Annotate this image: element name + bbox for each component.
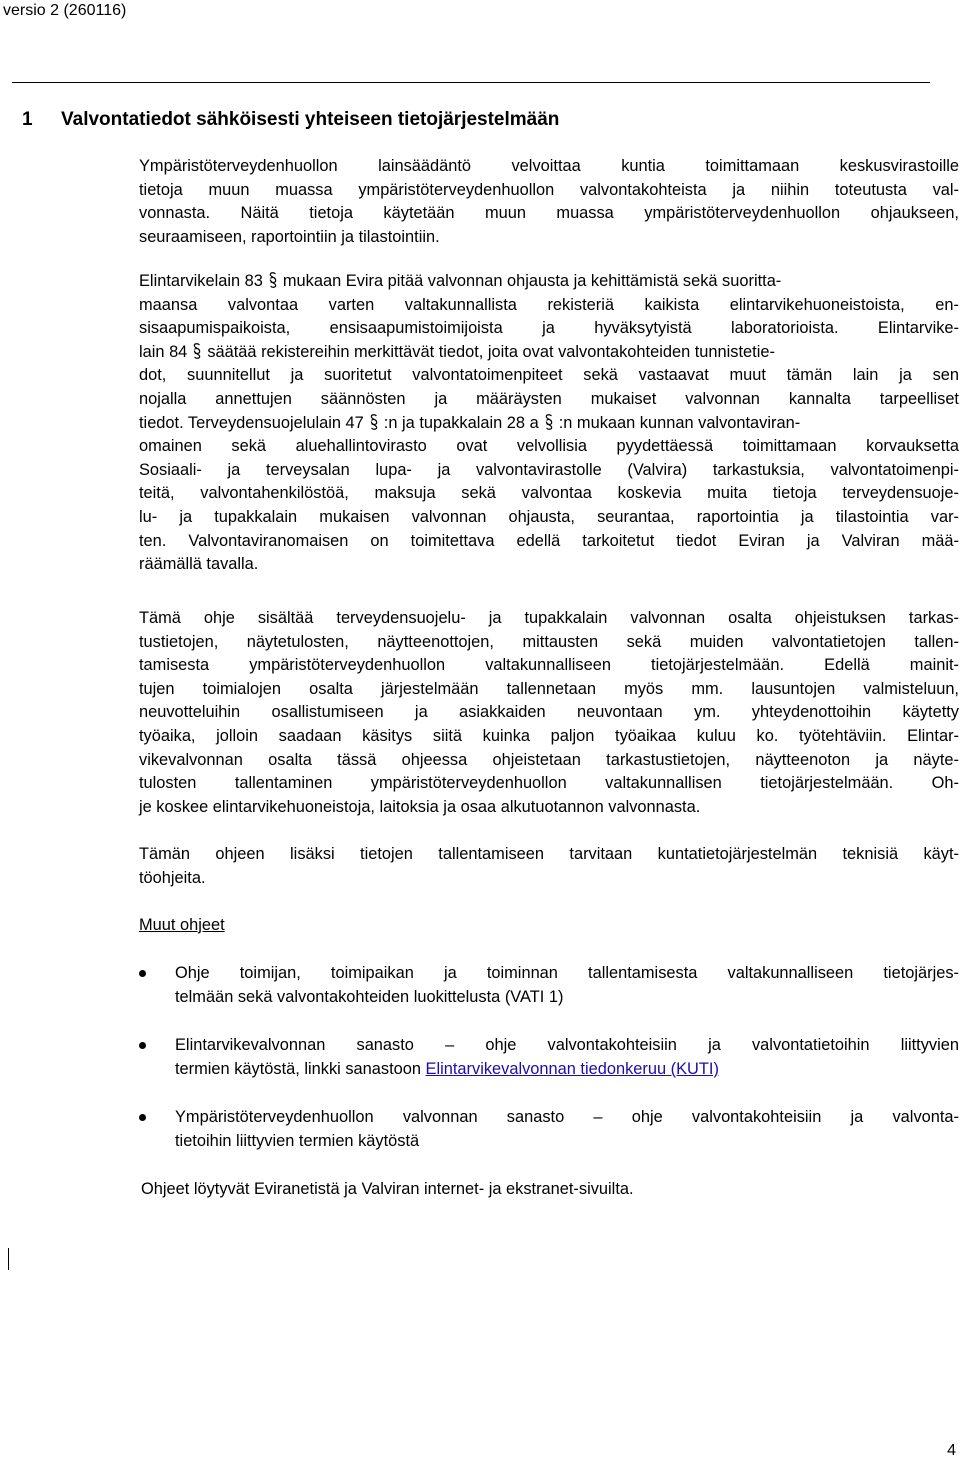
page-number: 4: [947, 1442, 956, 1459]
paragraph-intro: [139, 155, 959, 249]
paragraph-scope: [139, 607, 959, 819]
paragraph-line: lu- ja tupakkalain mukaisen valvonnan ohjausta, seurantaa, raportointia ja tilastointia var-: [139, 507, 959, 526]
paragraph-line: tamisesta ympäristöterveydenhuollon valtakunnalliseen tietojärjestelmään. Edellä mainit-: [139, 656, 959, 675]
paragraph-line: vikevalvonnan osalta tässä ohjeessa ohjeistetaan tarkastustietojen, näytteenoton ja näyte-: [139, 750, 959, 769]
paragraph-line: tujen toimialojen osalta järjestelmään tallennetaan myös mm. lausuntojen valmisteluun,: [139, 679, 959, 698]
guides-location-note: [141, 1178, 960, 1202]
paragraph-legislation: [139, 270, 959, 577]
kuti-link[interactable]: Elintarvikevalvonnan tiedonkeruu (KUTI): [425, 1059, 719, 1078]
paragraph-line: tietoja muun muassa ympäristöterveydenhuollon valvontakohteista ja niihin toteutusta val-: [139, 180, 959, 199]
section-heading: [22, 108, 922, 132]
section-sign-icon: [368, 413, 380, 431]
list-item-line: tietoihin liittyvien termien käytöstä: [175, 1131, 420, 1150]
paragraph-line: sisaapumispaikoista, ensisaapumistoimijoista ja hyväksytyistä laboratorioista. Elintarvike-: [139, 319, 959, 338]
paragraph-line: työaika, jolloin saadaan käsitys siitä kuinka paljon työaikaa kuluu ko. työtehtäviin. Elintar-: [139, 726, 959, 745]
other-guides-heading: [139, 914, 959, 938]
paragraph-line: [139, 270, 959, 294]
paragraph-line: seuraamiseen, raportointiin ja tilastointiin.: [139, 227, 440, 246]
text-run: mukaan Evira pitää valvonnan ohjausta ja kehittämistä sekä suoritta-: [282, 272, 782, 290]
bullet-icon: [139, 1042, 146, 1049]
paragraph-line: [139, 341, 959, 365]
other-guides-title: Muut ohjeet: [139, 916, 225, 934]
section-sign-icon: [267, 271, 279, 289]
note-text: Ohjeet löytyvät Eviranetistä ja Valviran internet- ja ekstranet-sivuilta.: [141, 1180, 634, 1198]
paragraph-line: vonnasta. Näitä tietoja käytetään muun muassa ympäristöterveydenhuollon ohjaukseen,: [139, 204, 959, 223]
text-run: säätää rekistereihin merkittävät tiedot, joita ovat valvontakohteiden tunnistetie-: [207, 342, 775, 361]
list-item-line: telmään sekä valvontakohteiden luokittelusta (VATI 1): [175, 987, 564, 1006]
text-run: lain 84: [139, 342, 188, 361]
section-sign-icon: [543, 413, 555, 431]
list-item-line: Ohje toimijan, toimipaikan ja toiminnan tallentamisesta valtakunnalliseen tietojärjes-: [175, 964, 959, 982]
paragraph-technical: [139, 843, 959, 890]
section-number: 1: [22, 109, 33, 130]
paragraph-line: ten. Valvontaviranomaisen on toimitettava edellä tarkoitetut tiedot Eviran ja Valviran mää-: [139, 531, 959, 550]
list-item-line: Ympäristöterveydenhuollon valvonnan sanasto – ohje valvontakohteisiin ja valvonta-: [175, 1108, 959, 1126]
revision-bar: [8, 1248, 9, 1270]
paragraph-line: räämällä tavalla.: [139, 555, 259, 574]
paragraph-line: neuvotteluihin osallistumiseen ja asiakkaiden neuvontaan ym. yhteydenottoihin käytetty: [139, 703, 959, 722]
paragraph-line: [139, 412, 959, 436]
paragraph-line: Ympäristöterveydenhuollon lainsäädäntö velvoittaa kuntia toimittamaan keskusvirastoille: [139, 157, 959, 175]
text-run: :n mukaan kunnan valvontaviran-: [558, 413, 801, 432]
paragraph-line: je koskee elintarvikehuoneistoja, laitoksia ja osaa alkutuotannon valvonnasta.: [139, 797, 701, 816]
section-title: Valvontatiedot sähköisesti yhteiseen tietojärjestelmään: [61, 109, 560, 130]
text-run: tiedot. Terveydensuojelulain 47: [139, 413, 364, 432]
paragraph-line: tulosten tallentaminen ympäristöterveydenhuollon valtakunnallisen tietojärjestelmään. Oh-: [139, 774, 959, 793]
paragraph-line: teitä, valvontahenkilöstöä, maksuja sekä valvontaa koskevia muita tietoja terveydensuoje-: [139, 484, 959, 503]
section-sign-icon: [191, 342, 203, 360]
paragraph-line: Tämä ohje sisältää terveydensuojelu- ja tupakkalain valvonnan osalta ohjeistuksen tarkas-: [139, 609, 959, 627]
text-run: Elintarvikelain 83: [139, 272, 263, 290]
text-run: :n ja tupakkalain 28 a: [383, 413, 539, 432]
header-divider: [12, 82, 930, 83]
bullet-icon: [139, 970, 146, 977]
list-item-line: [175, 1058, 959, 1082]
paragraph-line: dot, suunnitellut ja suoritetut valvontatoimenpiteet sekä vastaavat muut tämän lain ja sen: [139, 366, 959, 385]
paragraph-line: tustietojen, näytetulosten, näytteenottojen, mittausten sekä muiden valvontatietojen tallen-: [139, 632, 959, 651]
bullet-icon: [139, 1114, 146, 1121]
paragraph-line: Tämän ohjeen lisäksi tietojen tallentamiseen tarvitaan kuntatietojärjestelmän teknisiä käyt-: [139, 845, 959, 863]
document-version: versio 2 (260116): [3, 2, 127, 19]
text-run: termien käytöstä, linkki sanastoon: [175, 1059, 426, 1078]
paragraph-line: Sosiaali- ja terveysalan lupa- ja valvontavirastolle (Valvira) tarkastuksia, valvontatoimenpi-: [139, 460, 959, 479]
paragraph-line: omainen sekä aluehallintovirasto ovat velvollisia pyydettäessä toimittamaan korvauksetta: [139, 437, 959, 456]
paragraph-line: töohjeita.: [139, 868, 206, 887]
paragraph-line: maansa valvontaa varten valtakunnallista rekisteriä kaikista elintarvikehuoneistoista, en-: [139, 295, 959, 314]
list-item-line: Elintarvikevalvonnan sanasto – ohje valvontakohteisiin ja valvontatietoihin liittyvien: [175, 1036, 959, 1054]
paragraph-line: nojalla annettujen säännösten ja määräysten mukaiset valvonnan kannalta tarpeelliset: [139, 389, 959, 408]
